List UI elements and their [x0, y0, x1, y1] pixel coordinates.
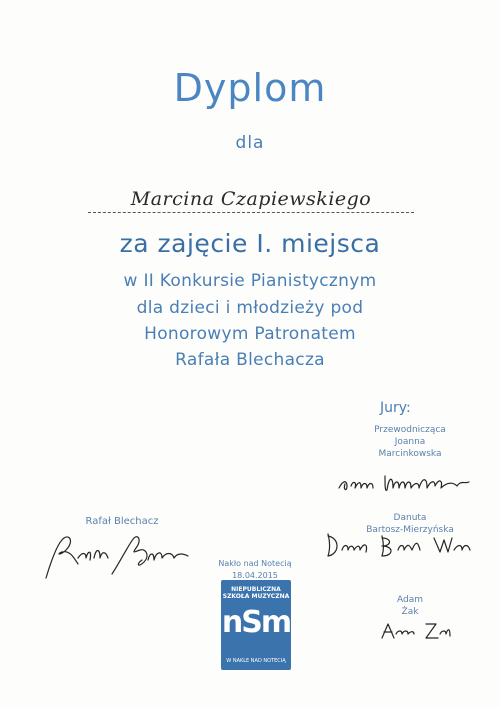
member2-last-name: Żak: [401, 607, 419, 617]
jury-chair-caption: [350, 424, 470, 460]
chair-first-name: Joanna: [394, 437, 426, 447]
member2-signature: [378, 620, 458, 644]
recipient-dotted-line: [88, 212, 414, 213]
member1-last-name: Bartosz-Mierzyńska: [366, 525, 454, 535]
date: 18.04.2015: [232, 571, 278, 580]
patron-signature: [38, 528, 198, 584]
for-label: dla: [235, 133, 265, 153]
member2-first-name: Adam: [397, 595, 423, 605]
logo-top-line-1: NIEPUBLICZNA: [231, 586, 281, 593]
description-line-1: w II Konkursie Pianistycznym: [123, 271, 377, 291]
chair-signature: [335, 466, 480, 500]
patron-name-caption: Rafał Blechacz: [85, 516, 159, 527]
place-date: [195, 558, 315, 582]
diploma-title: Dyplom: [173, 66, 327, 110]
logo-mark: nSm: [221, 605, 291, 640]
jury-label: Jury:: [380, 400, 411, 416]
logo-top-line-2: SZKOŁA MUZYCZNA: [222, 593, 290, 600]
place: Nakło nad Notecią: [218, 559, 292, 568]
description-line-2: dla dzieci i młodzieży pod: [136, 298, 364, 318]
school-logo: [221, 580, 291, 670]
member1-first-name: Danuta: [393, 513, 427, 523]
description-line-4: Rafała Blechacza: [175, 350, 325, 370]
logo-bottom-text: W NAKLE NAD NOTECIĄ: [226, 658, 286, 664]
recipient-name: Marcina Czapiewskiego: [130, 188, 372, 210]
chair-last-name: Marcinkowska: [378, 449, 442, 459]
logo-top-text: [221, 586, 291, 600]
member1-signature: [322, 528, 482, 562]
jury-member2-caption: [370, 594, 450, 618]
achievement-text: za zajęcie I. miejsca: [119, 229, 381, 258]
chair-role: Przewodnicząca: [374, 425, 446, 435]
description-line-3: Honorowym Patronatem: [144, 324, 356, 344]
